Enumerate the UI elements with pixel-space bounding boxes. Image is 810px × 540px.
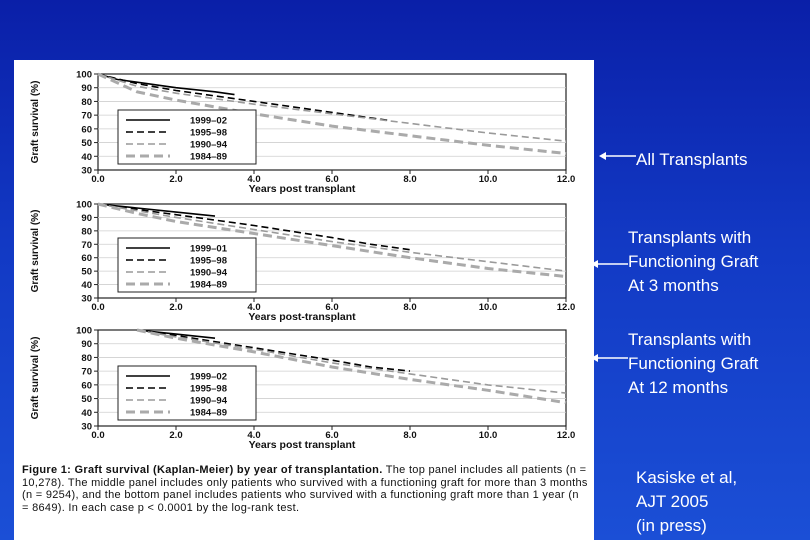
annotation-all-transplants [636, 148, 748, 172]
x-tick-label: 10.0 [478, 174, 498, 185]
y-tick-label: 70 [81, 366, 92, 378]
legend-box [118, 238, 256, 292]
legend-label: 1995–98 [190, 255, 227, 267]
y-tick-label: 90 [81, 339, 92, 351]
x-tick-label: 6.0 [325, 430, 339, 441]
caption-text: The top panel includes all patients (n = 10,278). The middle panel includes only patients who survived with a functioning graft for more than 3 months (n = 9254), and the bottom panel includes patients who survived with a functioning graft more than 1 year (n = 8649). In each case p < 0.0001 by the log-rank test. [22, 464, 588, 514]
x-tick-label: 0.0 [91, 430, 105, 441]
legend-label: 1990–94 [190, 267, 227, 279]
y-tick-label: 80 [81, 96, 92, 108]
annotation-line: All Transplants [636, 150, 748, 169]
y-tick-label: 50 [81, 138, 92, 150]
annotation-line: Functioning Graft [628, 252, 759, 271]
x-axis-label: Years post transplant [248, 439, 356, 451]
citation-line: AJT 2005 [636, 492, 709, 511]
citation-line: Kasiske et al, [636, 468, 738, 487]
x-tick-label: 4.0 [247, 302, 261, 313]
x-tick-label: 12.0 [556, 430, 576, 441]
arrow-icon [590, 258, 630, 270]
annotation-line: Functioning Graft [628, 354, 759, 373]
y-tick-label: 60 [81, 124, 92, 136]
charts-svg [14, 60, 594, 460]
y-tick-label: 70 [81, 110, 92, 122]
x-tick-label: 2.0 [169, 430, 183, 441]
y-axis-label: Graft survival (%) [30, 80, 41, 164]
x-tick-label: 12.0 [556, 174, 576, 185]
legend-label: 1999–02 [190, 371, 227, 383]
x-tick-label: 12.0 [556, 302, 576, 313]
x-tick-label: 4.0 [247, 174, 261, 185]
legend-label: 1995–98 [190, 383, 227, 395]
x-tick-label: 10.0 [478, 302, 498, 313]
legend-label: 1999–01 [190, 243, 227, 255]
y-tick-label: 100 [76, 325, 92, 337]
annotation-12-months [628, 328, 758, 400]
annotation-line: At 3 months [628, 276, 719, 295]
y-tick-label: 30 [81, 421, 92, 433]
x-tick-label: 8.0 [403, 302, 417, 313]
citation [636, 466, 737, 538]
figure-caption [22, 464, 588, 514]
y-tick-label: 60 [81, 253, 92, 265]
y-tick-label: 80 [81, 352, 92, 364]
y-tick-label: 70 [81, 239, 92, 251]
x-tick-label: 0.0 [91, 174, 105, 185]
x-axis-label: Years post-transplant [248, 311, 356, 323]
x-tick-label: 0.0 [91, 302, 105, 313]
x-tick-label: 2.0 [169, 302, 183, 313]
x-tick-label: 10.0 [478, 430, 498, 441]
y-tick-label: 40 [81, 280, 92, 292]
legend-label: 1990–94 [190, 139, 227, 151]
y-tick-label: 40 [81, 151, 92, 163]
y-tick-label: 30 [81, 293, 92, 305]
y-axis-label: Graft survival (%) [30, 209, 41, 293]
arrow-icon [590, 352, 630, 364]
x-axis-label: Years post transplant [248, 183, 356, 195]
annotation-line: Transplants with [628, 228, 752, 247]
y-tick-label: 90 [81, 212, 92, 224]
legend-label: 1990–94 [190, 395, 227, 407]
legend-label: 1999–02 [190, 115, 227, 127]
legend-label: 1984–89 [190, 407, 227, 419]
figure-panel [14, 60, 594, 540]
y-tick-label: 30 [81, 165, 92, 177]
y-tick-label: 80 [81, 226, 92, 238]
y-axis-label: Graft survival (%) [30, 336, 41, 420]
x-tick-label: 2.0 [169, 174, 183, 185]
legend-label: 1984–89 [190, 151, 227, 163]
x-tick-label: 6.0 [325, 174, 339, 185]
legend-label: 1984–89 [190, 279, 227, 291]
legend-label: 1995–98 [190, 127, 227, 139]
x-tick-label: 8.0 [403, 174, 417, 185]
y-tick-label: 100 [76, 199, 92, 211]
y-tick-label: 40 [81, 407, 92, 419]
x-tick-label: 8.0 [403, 430, 417, 441]
y-tick-label: 50 [81, 394, 92, 406]
annotation-3-months [628, 226, 758, 298]
legend-box [118, 110, 256, 164]
y-tick-label: 100 [76, 69, 92, 81]
y-tick-label: 90 [81, 83, 92, 95]
citation-line: (in press) [636, 516, 707, 535]
annotation-line: At 12 months [628, 378, 729, 397]
y-tick-label: 60 [81, 380, 92, 392]
annotation-line: Transplants with [628, 330, 752, 349]
series-line [137, 330, 410, 371]
x-tick-label: 6.0 [325, 302, 339, 313]
legend-box [118, 366, 256, 420]
y-tick-label: 50 [81, 266, 92, 278]
caption-title: Figure 1: Graft survival (Kaplan-Meier) by year of transplantation. [22, 464, 383, 476]
x-tick-label: 4.0 [247, 430, 261, 441]
arrow-icon [598, 150, 638, 162]
